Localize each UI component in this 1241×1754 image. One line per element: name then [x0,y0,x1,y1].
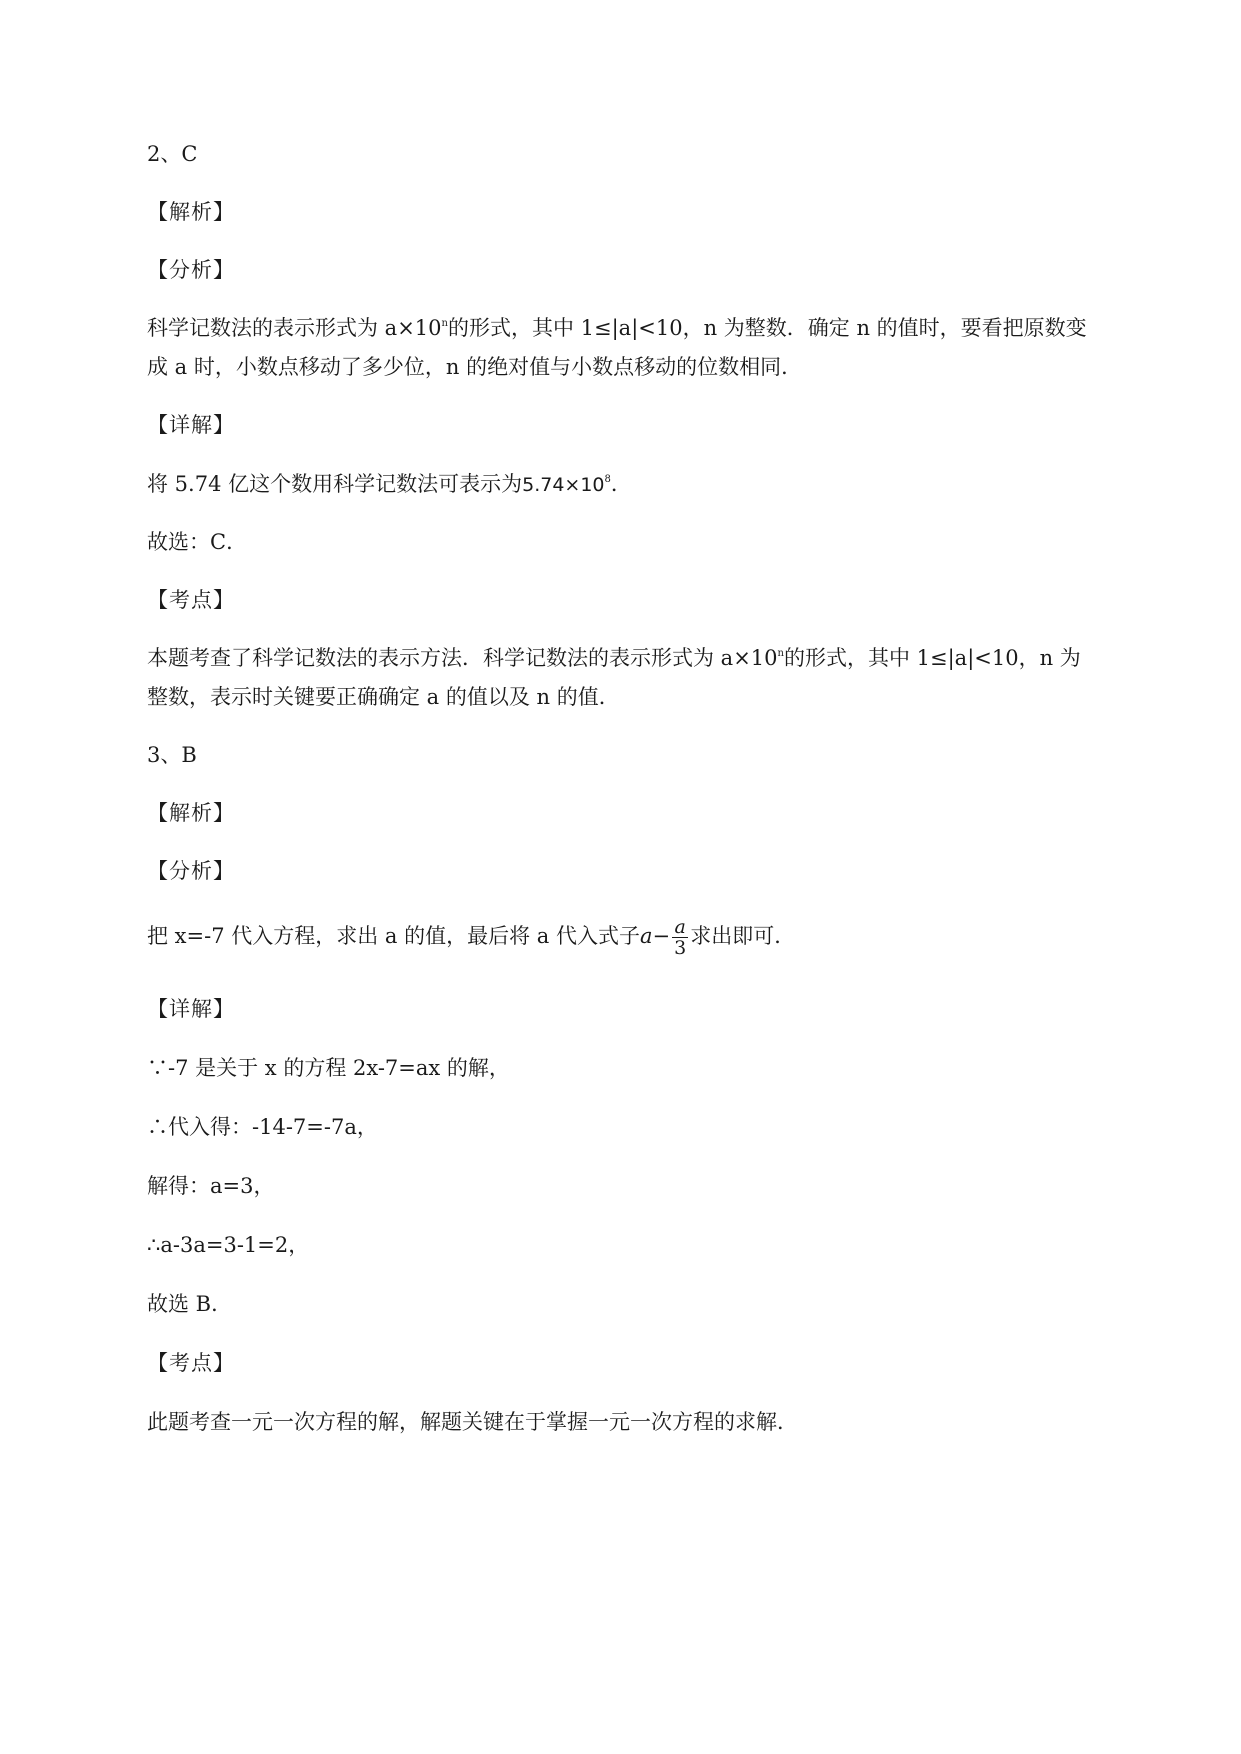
q2-analysis-exponent: n [441,318,448,329]
q2-detail-expression: 5.74×10 [522,474,605,496]
q2-analysis-text-a: 科学记数法的表示形式为 a×10 [147,316,442,340]
q2-detail-line [147,470,632,499]
q2-analysis-text-b: 的形式，其中 1≤|a|<10，n 为整数．确定 n 的值时，要看把原数变 [447,316,1087,340]
q3-fraction-numerator: a [672,917,688,938]
q2-heading: 2、C [147,142,198,166]
q2-point-line-2: 整数，表示时关键要正确确定 a 的值以及 n 的值． [147,685,620,709]
q2-jiexi-label: 【解析】 [147,200,235,224]
q3-heading: 3、B [147,743,197,767]
q2-analysis-line-1 [147,314,1087,342]
q2-detail-end: ． [610,472,632,496]
q3-kaodian-label: 【考点】 [147,1351,235,1375]
q2-xiangjie-label: 【详解】 [147,413,235,437]
q3-fraction-denominator: 3 [674,937,687,959]
q3-answer: 故选 B． [147,1292,233,1316]
q3-analysis-line [147,914,795,964]
q3-fenxi-label: 【分析】 [147,859,235,883]
q2-point-text-a: 本题考查了科学记数法的表示方法．科学记数法的表示形式为 a×10 [147,646,778,670]
q3-step-3: 解得：a=3， [147,1174,275,1198]
q2-analysis-line-2: 成 a 时，小数点移动了多少位，n 的绝对值与小数点移动的位数相同． [147,355,803,379]
q3-step-4: ∴a-3a=3-1=2， [147,1233,310,1257]
q3-step-2: ∴代入得：-14-7=-7a， [147,1115,378,1139]
q3-jiexi-label: 【解析】 [147,801,235,825]
q2-detail-text: 将 5.74 亿这个数用科学记数法可表示为 [147,472,523,496]
q3-analysis-text-a: 把 x=-7 代入方程，求出 a 的值，最后将 a 代入式子 [147,924,640,948]
q2-answer: 故选：C． [147,530,248,554]
q2-point-exponent: n [777,648,784,659]
q2-point-line-1 [147,644,1081,672]
q3-xiangjie-label: 【详解】 [147,997,235,1021]
q3-step-1: ∵-7 是关于 x 的方程 2x-7=ax 的解， [147,1056,510,1080]
q3-expression-minus: − [652,924,671,948]
q3-fraction [672,917,688,958]
q2-kaodian-label: 【考点】 [147,588,235,612]
q3-expression-a: a [640,924,653,948]
q2-point-text-b: 的形式，其中 1≤|a|<10，n 为 [783,646,1081,670]
q2-detail-exponent: 8 [604,474,611,485]
q2-fenxi-label: 【分析】 [147,258,235,282]
q3-point: 此题考查一元一次方程的解，解题关键在于掌握一元一次方程的求解． [147,1410,798,1434]
q3-analysis-text-b: 求出即可． [690,924,796,948]
